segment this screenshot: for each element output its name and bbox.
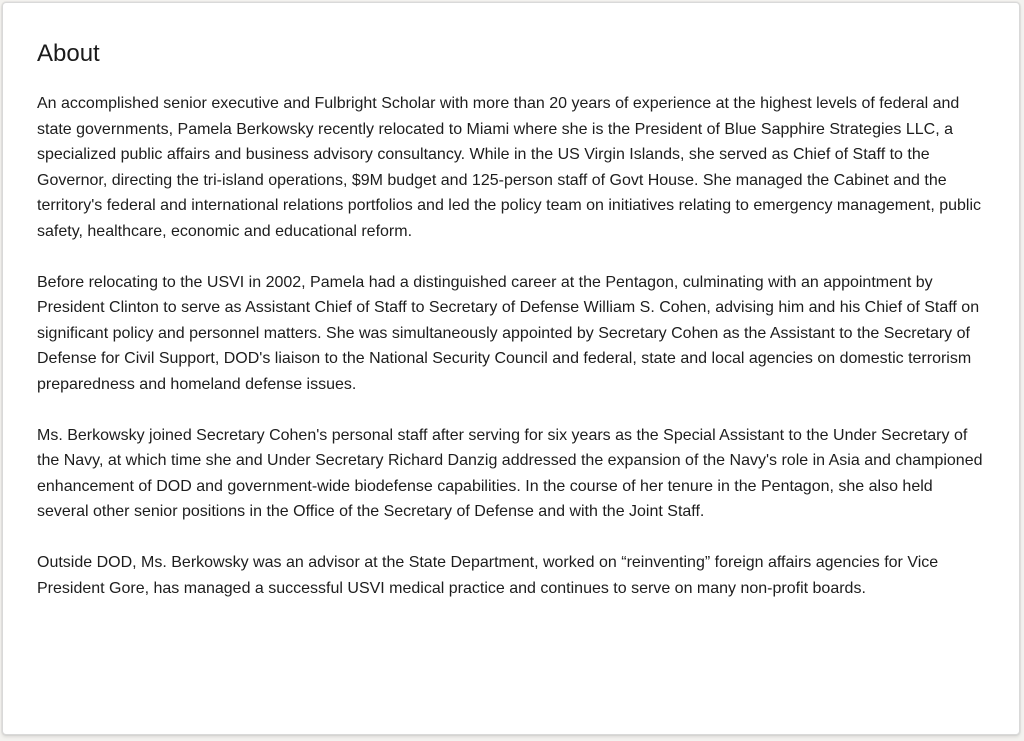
about-paragraph-1: An accomplished senior executive and Fulbright Scholar with more than 20 years of experience at the highest levels of federal and state governments, Pamela Berkowsky recently relocated to Miami where she is the President of Blue Sapphire Strategies LLC, a specialized public affairs and business advisory consultancy. While in the US Virgin Islands, she served as Chief of Staff to the Governor, directing the tri-island operations, $9M budget and 125-person staff of Govt House. She managed the Cabinet and the territory's federal and international relations portfolios and led the policy team on initiatives relating to emergency management, public safety, healthcare, economic and educational reform. [37, 95, 982, 240]
about-body [37, 91, 985, 601]
about-card [2, 2, 1020, 735]
about-paragraph-4: Outside DOD, Ms. Berkowsky was an advisor at the State Department, worked on “reinventing” foreign affairs agencies for Vice President Gore, has managed a successful USVI medical practice and continues to serve on many non-profit boards. [37, 554, 939, 597]
section-title: About [37, 40, 100, 67]
about-paragraph-3: Ms. Berkowsky joined Secretary Cohen's personal staff after serving for six years as the Special Assistant to the Under Secretary of the Navy, at which time she and Under Secretary Richard Danzig addressed the expansion of the Navy's role in Asia and championed enhancement of DOD and government-wide biodefense capabilities. In the course of her tenure in the Pentagon, she also held several other senior positions in the Office of the Secretary of Defense and with the Joint Staff. [37, 426, 983, 520]
about-paragraph-2: Before relocating to the USVI in 2002, Pamela had a distinguished career at the Pentagon, culminating with an appointment by President Clinton to serve as Assistant Chief of Staff to Secretary of Defense William S. Cohen, advising him and his Chief of Staff on significant policy and personnel matters. She was simultaneously appointed by Secretary Cohen as the Assistant to the Secretary of Defense for Civil Support, DOD's liaison to the National Security Council and federal, state and local agencies on domestic terrorism preparedness and homeland defense issues. [37, 273, 980, 393]
